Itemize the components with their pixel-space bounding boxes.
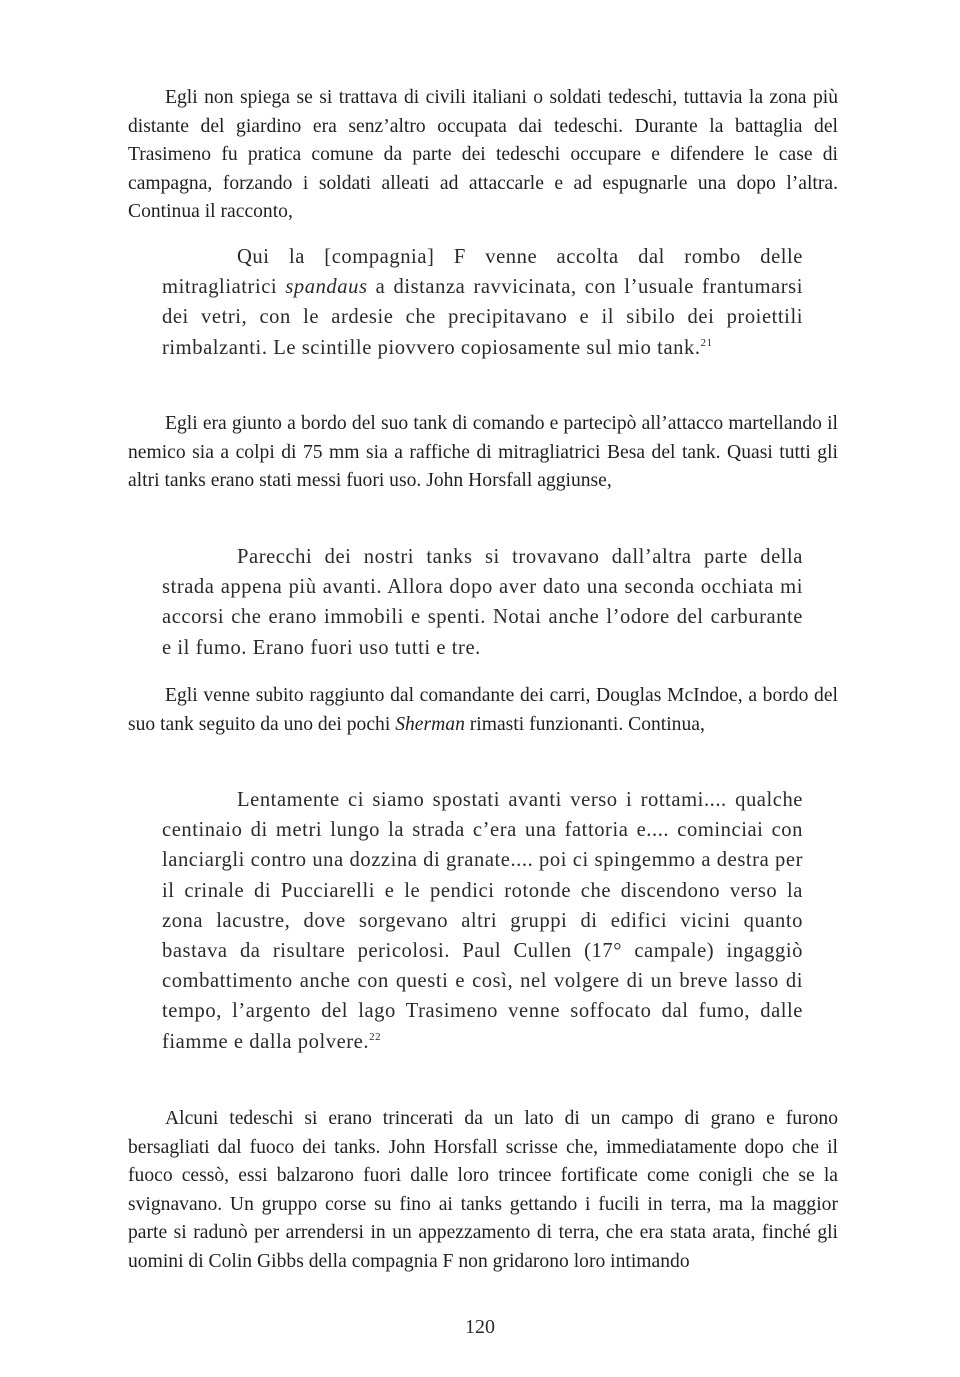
footnote-marker-21: 21	[700, 336, 713, 349]
block-quote-3	[162, 785, 803, 1057]
page-number: 120	[465, 1316, 495, 1338]
block-quote-2	[162, 542, 803, 663]
paragraph-4-text: Alcuni tedeschi si erano trincerati da un lato di un campo di grano e furono bersagliati dal fuoco dei tanks. John Horsfall scrisse che, immediatamente dopo che il fuoco cessò, essi balzarono fuori dalle loro trincee fortificate come conigli che se la svignavano. Un gruppo corse su fino ai tanks gettando i fucili in terra, ma la maggior parte si radunò per arrendersi in un appezzamento di terra, che era stata arata, finché gli uomini di Colin Gibbs della compagnia F non gridarono loro intimando	[128, 1108, 838, 1272]
footnote-marker-22: 22	[369, 1030, 382, 1043]
paragraph-2-text: Egli era giunto a bordo del suo tank di comando e partecipò all’attacco martellando il nemico sia a colpi di 75 mm sia a raffiche di mitragliatrici Besa del tank. Quasi tutti gli altri tanks erano stati messi fuori uso. John Horsfall aggiunse,	[128, 413, 838, 492]
paragraph-3	[128, 682, 838, 739]
paragraph-1-text: Egli non spiega se si trattava di civili italiani o soldati tedeschi, tuttavia la zona più distante del giardino era senz’altro occupata dai tedeschi. Durante la battaglia del Trasimeno fu pratica comune da parte dei tedeschi occupare e difendere le case di campagna, forzando i soldati alleati ad attaccarle e ad espugnarle una dopo l’altra. Continua il racconto,	[128, 87, 838, 223]
block-quote-1	[162, 242, 803, 363]
block-quote-2-text: Parecchi dei nostri tanks si trovavano dall’altra parte della strada appena più avanti. Allora dopo aver dato una seconda occhiata mi accorsi che erano immobili e spenti. Notai anche l’odore del carburante e il fumo. Erano fuori uso tutti e tre.	[162, 546, 803, 659]
paragraph-3-text: Egli venne subito raggiunto dal comandante dei carri, Douglas McIndoe, a bordo del suo tank seguito da uno dei pochi	[128, 685, 838, 735]
paragraph-1	[128, 84, 838, 227]
paragraph-3-text-end: rimasti funzionanti. Continua,	[464, 713, 705, 735]
block-quote-1-text: Qui la [compagnia] F venne accolta dal rombo delle mitragliatrici	[162, 246, 803, 299]
block-quote-1-text-end: a distanza ravvicinata, con l’usuale frantumarsi dei vetri, con le ardesie che precipitavano e il sibilo dei proiettili rimbalzanti. Le scintille piovvero copiosamente sul mio tank.	[162, 276, 803, 359]
block-quote-3-text: Lentamente ci siamo spostati avanti verso i rottami.... qualche centinaio di metri lungo la strada c’era una fattoria e.... cominciai con lanciargli contro una dozzina di granate.... poi ci spingemmo a destra per il crinale di Pucciarelli e le pendici rotonde che discendono verso la zona lacustre, dove sorgevano altri gruppi di edifici vicini quanto bastava da risultare pericolosi. Paul Cullen (17° campale) ingaggiò combattimento anche con questi e così, nel volgere di un breve lasso di tempo, l’argento del lago Trasimeno venne soffocato dal fumo, dalle fiamme e dalla polvere.	[162, 789, 803, 1053]
paragraph-4	[128, 1105, 838, 1277]
block-quote-1-italic: spandaus	[285, 276, 368, 299]
paragraph-2	[128, 410, 838, 496]
paragraph-3-italic: Sherman	[395, 713, 465, 735]
